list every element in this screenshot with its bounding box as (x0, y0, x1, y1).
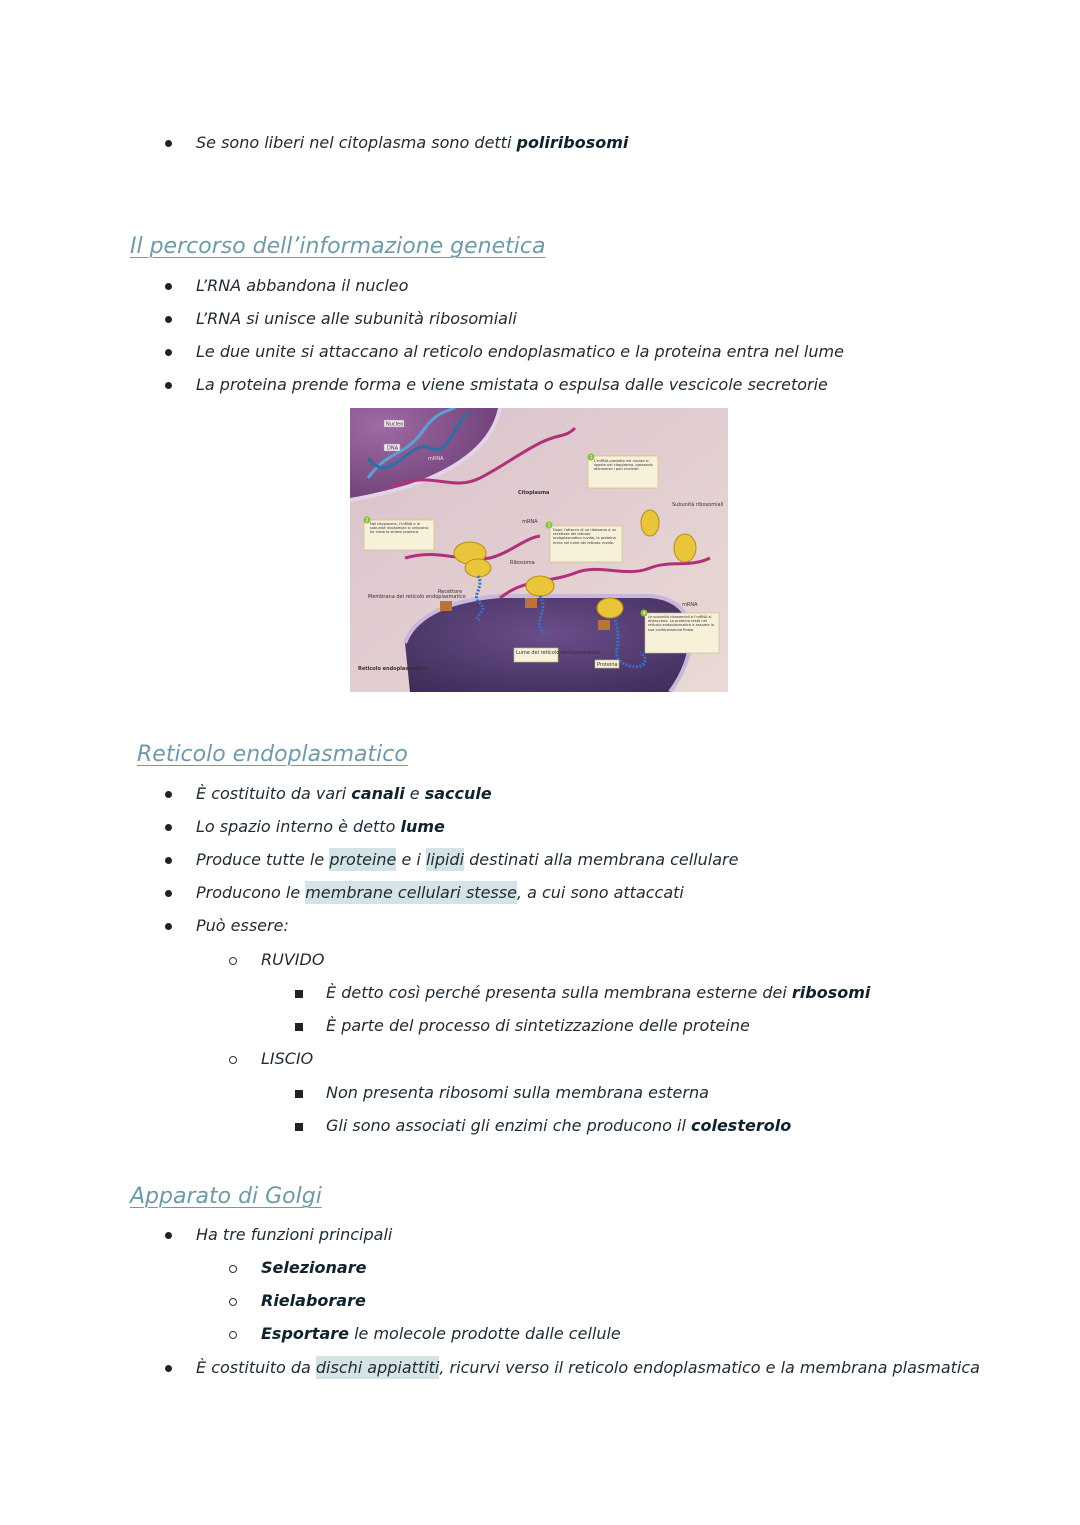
list-item (196, 882, 684, 904)
square-bullet-icon (295, 1123, 303, 1131)
bold-term: colesterolo (690, 1116, 792, 1135)
sub-list-item (261, 1323, 621, 1345)
sub-sub-list-item (326, 982, 870, 1004)
item-text: e i (396, 850, 426, 869)
fig-label: Recettore (438, 589, 463, 595)
item-text: Gli sono associati gli enzimi che producono il (326, 1116, 691, 1135)
sub-list-item: Selezionare (261, 1258, 367, 1277)
step-text: Nel citoplasma, l’mRNA e le subunità ribosomiali si uniscono; ha inizio la sintesi proteica. (370, 522, 429, 535)
bold-term: poliribosomi (516, 133, 629, 152)
protein-synthesis-illustration (350, 408, 728, 692)
sub-sub-list-item: È parte del processo di sintetizzazione delle proteine (326, 1016, 750, 1035)
item-text: Se sono liberi nel citoplasma sono detti (196, 133, 517, 152)
item-text: , ricurvi verso il reticolo endoplasmatico e la membrana plasmatica (439, 1358, 980, 1377)
square-bullet-icon (295, 1090, 303, 1098)
fig-label: mRNA (682, 602, 698, 608)
list-item (196, 783, 492, 805)
item-text: È costituito da vari (196, 784, 352, 803)
sub-sub-list-item: Non presenta ribosomi sulla membrana esterna (326, 1083, 709, 1102)
list-item (196, 1357, 980, 1379)
fig-label: Nucleo (386, 421, 404, 428)
bold-term: ribosomi (791, 983, 871, 1002)
bullet-icon (165, 857, 172, 864)
list-item: Le due unite si attaccano al reticolo endoplasmatico e la proteina entra nel lume (196, 342, 844, 361)
sub-list-item: Rielaborare (261, 1291, 366, 1310)
bullet-icon (165, 791, 172, 798)
item-text: Producono le (196, 883, 306, 902)
highlighted-term: dischi appiattiti (315, 1358, 440, 1377)
fig-label: DNA (387, 445, 399, 452)
bold-term: lume (400, 817, 445, 836)
bullet-icon (165, 923, 172, 930)
sub-list-item: LISCIO (261, 1049, 314, 1068)
list-item: L’RNA si unisce alle subunità ribosomiali (196, 309, 517, 328)
list-item (196, 132, 628, 154)
list-item: La proteina prende forma e viene smistata o espulsa dalle vescicole secretorie (196, 375, 828, 394)
highlighted-term: lipidi (425, 850, 465, 869)
step-number: 2 (365, 518, 369, 524)
step-number: 3 (547, 523, 551, 529)
circle-bullet-icon (229, 1298, 237, 1306)
bold-term: saccule (424, 784, 492, 803)
item-text: e (404, 784, 425, 803)
bullet-icon (165, 824, 172, 831)
list-item (196, 816, 445, 838)
bullet-icon (165, 283, 172, 290)
section-title: Il percorso dell’informazione genetica (130, 234, 546, 259)
bullet-icon (165, 890, 172, 897)
item-text: , a cui sono attaccati (516, 883, 684, 902)
fig-label: Membrana del reticolo endoplasmatico (368, 594, 466, 600)
fig-label: mRNA (428, 456, 444, 462)
item-text: Produce tutte le (196, 850, 330, 869)
fig-label: Subunità ribosomiali (672, 502, 724, 508)
item-text: destinati alla membrana cellulare (464, 850, 739, 869)
highlighted-term: proteine (329, 850, 397, 869)
highlighted-term: membrane cellulari stesse (305, 883, 517, 902)
step-text: L’mRNA prodotto nel nucleo si sposta nel citoplasma, passando attraverso i pori nucleari. (594, 459, 653, 472)
section-title: Reticolo endoplasmatico (137, 742, 408, 767)
list-item: Ha tre funzioni principali (196, 1225, 393, 1244)
bullet-icon (165, 316, 172, 323)
item-text: È detto così perché presenta sulla membrana esterne dei (326, 983, 792, 1002)
step-number: 4 (642, 611, 646, 617)
list-item (196, 849, 738, 871)
item-text: le molecole prodotte dalle cellule (348, 1324, 621, 1343)
bold-term: canali (351, 784, 405, 803)
square-bullet-icon (295, 1023, 303, 1031)
step-text: Dopo l’attacco di un ribosoma a un recettore del reticolo endoplasmatico ruvido, la proteina entra nel lume del reticolo ruvido. (553, 528, 617, 545)
fig-label: mRNA (522, 519, 538, 525)
bullet-icon (165, 1232, 172, 1239)
circle-bullet-icon (229, 1056, 237, 1064)
fig-label: Proteina (597, 662, 618, 668)
fig-label: Citoplasma (518, 490, 550, 496)
section-title: Apparato di Golgi (130, 1184, 322, 1209)
fig-label: Reticolo endoplasmatico (358, 666, 428, 672)
circle-bullet-icon (229, 1331, 237, 1339)
bullet-icon (165, 140, 172, 147)
bullet-icon (165, 349, 172, 356)
step-number: 1 (589, 455, 593, 461)
item-text: Lo spazio interno è detto (196, 817, 401, 836)
circle-bullet-icon (229, 957, 237, 965)
list-item: Può essere: (196, 916, 289, 935)
bullet-icon (165, 382, 172, 389)
step-text: Le subunità ribosomiali e l’mRNA si distaccano. La proteina resta nel reticolo endoplasmatico e assume la sua conformazione finale. (648, 615, 714, 632)
fig-label: Lume del reticolo endoplasmatico (516, 650, 601, 656)
sub-sub-list-item (326, 1115, 791, 1137)
bullet-icon (165, 1365, 172, 1372)
item-text: È costituito da (196, 1358, 316, 1377)
bold-term: Esportare (261, 1324, 349, 1343)
square-bullet-icon (295, 990, 303, 998)
list-item: L’RNA abbandona il nucleo (196, 276, 409, 295)
sub-list-item: RUVIDO (261, 950, 325, 969)
fig-label: Ribosoma (510, 560, 535, 566)
circle-bullet-icon (229, 1265, 237, 1273)
